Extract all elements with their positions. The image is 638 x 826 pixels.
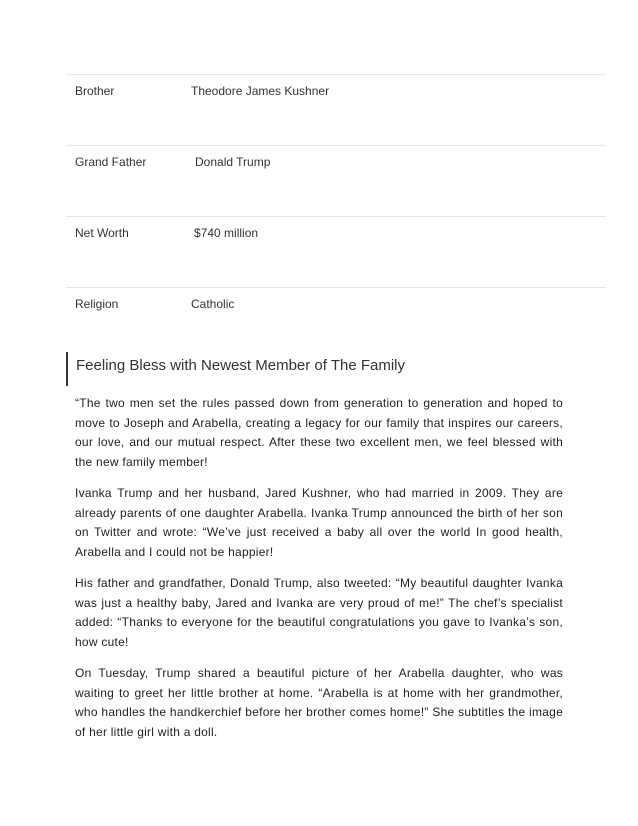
info-value: Catholic (191, 297, 235, 311)
info-value: Theodore James Kushner (191, 84, 330, 98)
article-paragraph: His father and grandfather, Donald Trump, also tweeted: “My beautiful daughter Ivanka was just a healthy baby, Jared and Ivanka are very proud of me!” The chef’s specialist added: “Thanks to everyone for the beautiful congratulations you gave to Ivanka’s son, how cute! (75, 576, 563, 649)
info-label: Brother (75, 84, 115, 98)
article-paragraph: “The two men set the rules passed down from generation to generation and hoped to move to Joseph and Arabella, creating a legacy for our family that inspires our careers, our love, and our mutual respect. After these two excellent men, we feel blessed with the new family member! (75, 396, 563, 469)
heading-accent-bar (66, 352, 68, 386)
section-title: Feeling Bless with Newest Member of The Family (76, 357, 406, 374)
info-label: Net Worth (75, 226, 129, 240)
article-paragraph: On Tuesday, Trump shared a beautiful picture of her Arabella daughter, who was waiting to greet her little brother at home. “Arabella is at home with her grandmother, who handles the handkerchief before her brother comes home!” She subtitles the image of her little girl with a doll. (75, 666, 563, 739)
info-row-grand-father (66, 145, 606, 216)
info-value: $740 million (194, 226, 259, 240)
info-label: Religion (75, 297, 119, 311)
section-heading (66, 352, 566, 386)
info-row-net-worth (66, 216, 606, 287)
info-row-religion (66, 287, 606, 358)
info-row-brother (66, 74, 606, 145)
article-paragraph: Ivanka Trump and her husband, Jared Kushner, who had married in 2009. They are already parents of one daughter Arabella. Ivanka Trump announced the birth of her son on Twitter and wrote: “We’ve just received a baby all over the world In good health, Arabella and I could not be happier! (75, 486, 563, 559)
info-label: Grand Father (75, 155, 147, 169)
info-table (66, 74, 606, 358)
info-value: Donald Trump (195, 155, 271, 169)
article-body (75, 394, 563, 754)
